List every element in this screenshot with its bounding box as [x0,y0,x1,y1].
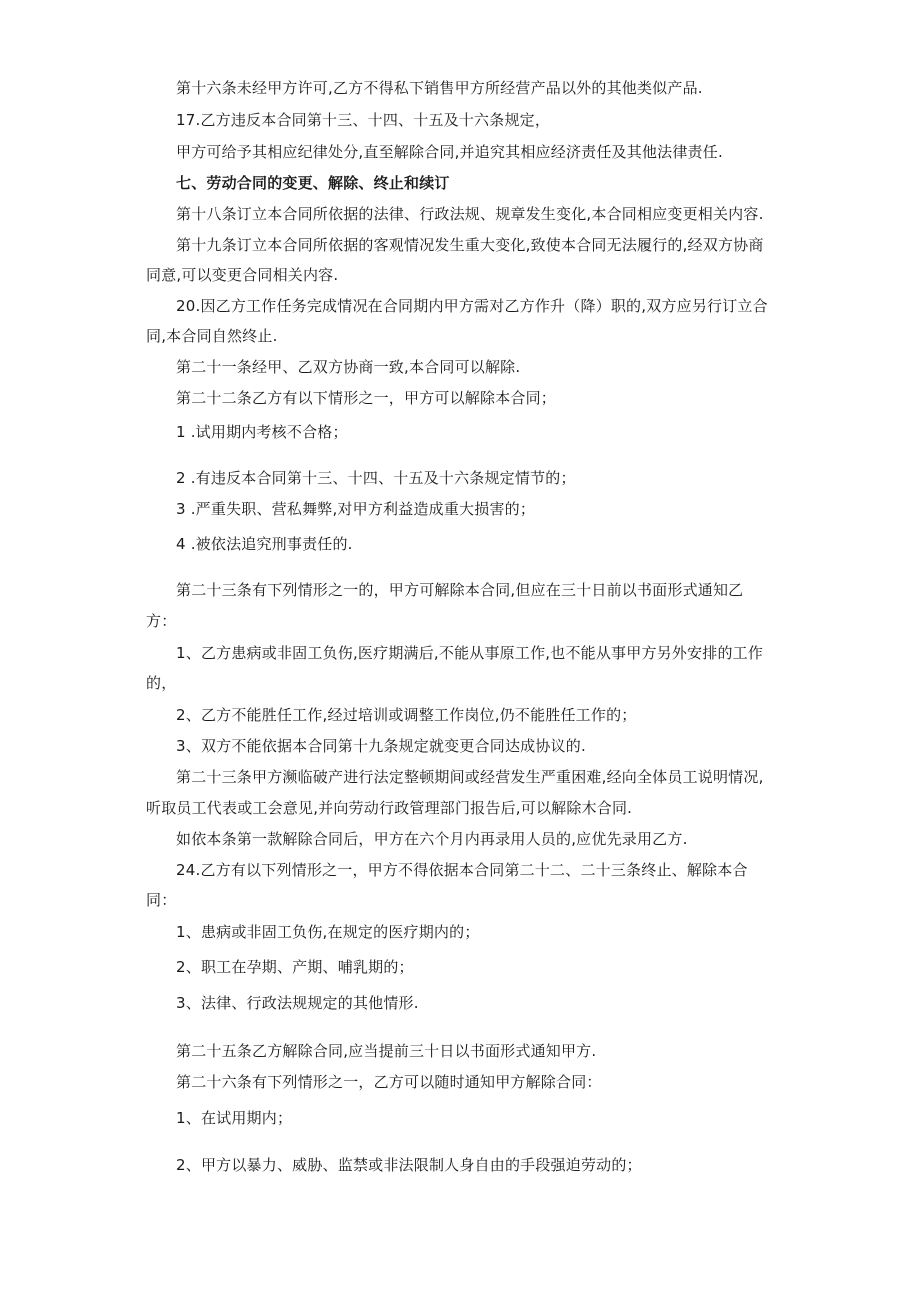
list-item: 3、法律、行政法规规定的其他情形. [176,994,419,1012]
list-item: 2、乙方不能胜任工作,经过培训或调整工作岗位,仍不能胜任工作的； [176,706,637,724]
list-item: 3、双方不能依据本合同第十九条规定就变更合同达成协议的. [176,737,586,755]
paragraph-article-24-cont: 同： [146,891,177,909]
list-item: 1、患病或非固工负伤,在规定的医疗期内的； [176,923,480,941]
paragraph-article-19-cont: 同意,可以变更合同相关内容. [146,266,339,284]
paragraph-article-23b-note: 如依本条第一款解除合同后，甲方在六个月内再录用人员的,应优先录用乙方. [176,830,688,848]
list-item: 2 .有违反本合同第十三、十四、十五及十六条规定情节的； [176,469,576,487]
paragraph-article-16: 第十六条未经甲方许可,乙方不得私下销售甲方所经营产品以外的其他类似产品. [176,79,703,97]
list-item: 1、乙方患病或非固工负伤,医疗期满后,不能从事原工作,也不能从事甲方另外安排的工作 [176,644,764,662]
list-item: 1、在试用期内； [176,1109,293,1127]
list-item: 2、职工在孕期、产期、哺乳期的； [176,958,414,976]
paragraph-article-23: 第二十三条有下列情形之一的，甲方可解除本合同,但应在三十日前以书面形式通知乙 [176,581,744,599]
section-heading-7: 七、劳动合同的变更、解除、终止和续订 [176,174,450,192]
list-item: 4 .被依法追究刑事责任的. [176,535,353,553]
paragraph-article-22: 第二十二条乙方有以下情形之一，甲方可以解除本合同； [176,389,557,407]
paragraph-article-20-cont: 同,本合同自然终止. [146,327,278,345]
list-item: 1 .试用期内考核不合格； [176,423,348,441]
list-item: 3 .严重失职、营私舞弊,对甲方利益造成重大损害的； [176,500,536,518]
paragraph-article-20: 20.因乙方工作任务完成情况在合同期内甲方需对乙方作升（降）职的,双方应另行订立合 [176,297,768,315]
paragraph-article-23-cont: 方： [146,612,177,630]
paragraph-article-23b: 第二十三条甲方濒临破产进行法定整顿期间或经营发生严重困难,经向全体员工说明情况, [176,768,764,786]
paragraph-article-21: 第二十一条经甲、乙双方协商一致,本合同可以解除. [176,358,521,376]
list-item: 2、甲方以暴力、威胁、监禁或非法限制人身自由的手段强迫劳动的； [176,1156,642,1174]
list-item-cont: 的， [146,674,177,692]
paragraph-article-25: 第二十五条乙方解除合同,应当提前三十日以书面形式通知甲方. [176,1042,597,1060]
paragraph-article-23b-cont: 听取员工代表或工会意见,并向劳动行政管理部门报告后,可以解除木合同. [146,799,633,817]
paragraph-article-24: 24.乙方有以下列情形之一，甲方不得依据本合同第二十二、二十三条终止、解除本合 [176,861,748,879]
paragraph-article-17: 17.乙方违反本合同第十三、十四、十五及十六条规定， [176,111,551,129]
paragraph-article-17-cont: 甲方可给予其相应纪律处分,直至解除合同,并追究其相应经济责任及其他法律责任. [176,143,723,161]
paragraph-article-19: 第十九条订立本合同所依据的客观情况发生重大变化,致使本合同无法履行的,经双方协商 [176,236,764,254]
paragraph-article-18: 第十八条订立本合同所依据的法律、行政法规、规章发生变化,本合同相应变更相关内容. [176,205,764,223]
paragraph-article-26: 第二十六条有下列情形之一，乙方可以随时通知甲方解除合同： [176,1073,602,1091]
